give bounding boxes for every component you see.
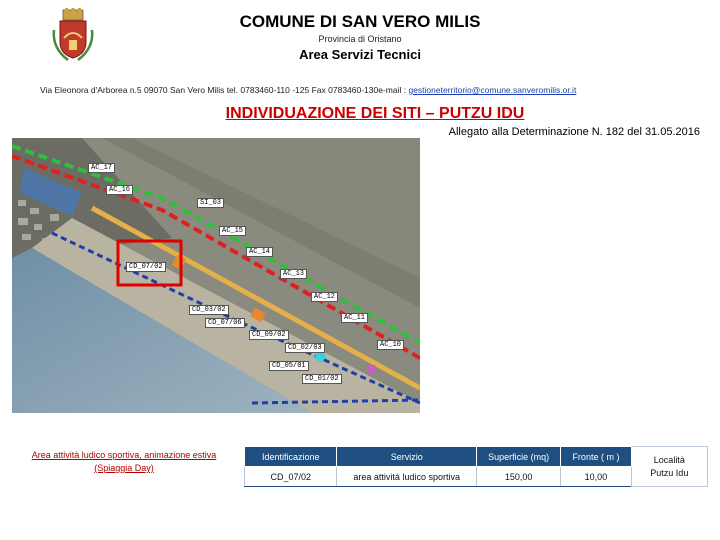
- map-label-ac10: AC_10: [377, 340, 404, 350]
- municipal-crest-logo: [50, 8, 96, 64]
- cell-localita: [631, 447, 707, 487]
- map-label-ac16: AC_16: [106, 185, 133, 195]
- map-label-cd0501: CD_05/01: [269, 361, 309, 371]
- cell-superficie: 150,00: [476, 467, 560, 487]
- page-title: COMUNE DI SAN VERO MILIS: [239, 12, 481, 31]
- map-label-cd0102: CD_01/02: [302, 374, 342, 384]
- cell-localita-value: Putzu Idu: [650, 467, 689, 478]
- map-label-ac17: AC_17: [88, 163, 115, 173]
- map-label-si03: SI_03: [197, 198, 224, 208]
- map-label-cd0706: CD_07/06: [205, 318, 245, 328]
- site-info-table: [244, 446, 708, 487]
- address-text: Via Eleonora d'Arborea n.5 09070 San Vero Milis tel. 0783460-110 -125 Fax 0783460-130e-mail :: [40, 85, 409, 95]
- table-header-row: [245, 447, 708, 467]
- address-line: [40, 85, 700, 95]
- header-localita: Località: [653, 454, 685, 465]
- email-link[interactable]: gestioneterritorio@comune.sanveromilis.or.it: [408, 85, 577, 95]
- map-label-ac13: AC_13: [280, 269, 307, 279]
- map-label-ac14: AC_14: [246, 247, 273, 257]
- map-label-ac15: AC_15: [219, 226, 246, 236]
- allegato-reference: Allegato alla Determinazione N. 182 del 31.05.2016: [448, 126, 700, 138]
- map-label-ac11: AC_11: [341, 313, 368, 323]
- province-subtitle: Provincia di Oristano: [318, 34, 402, 44]
- header-superficie: Superficie (mq): [476, 447, 560, 467]
- header-fronte: Fronte ( m ): [561, 447, 631, 467]
- legend-description: Area attività ludico sportiva, animazione estiva (Spiaggia Day): [31, 450, 217, 473]
- aerial-site-map: [12, 138, 420, 413]
- cell-fronte: 10,00: [561, 467, 631, 487]
- header-identificazione: Identificazione: [245, 447, 337, 467]
- map-label-cd0702: CD_07/02: [126, 262, 166, 272]
- map-label-cd0302: CD_03/02: [189, 305, 229, 315]
- cell-servizio: area attività ludico sportiva: [337, 467, 476, 487]
- map-label-ac12: AC_12: [311, 292, 338, 302]
- cell-identificazione: CD_07/02: [245, 467, 337, 487]
- map-label-cd0203: CD_02/03: [285, 343, 325, 353]
- header-servizio: Servizio: [337, 447, 476, 467]
- map-label-cd0902: CD_09/02: [249, 330, 289, 340]
- department-heading: Area Servizi Tecnici: [299, 47, 421, 62]
- document-title: INDIVIDUAZIONE DEI SITI – PUTZU IDU: [225, 105, 525, 122]
